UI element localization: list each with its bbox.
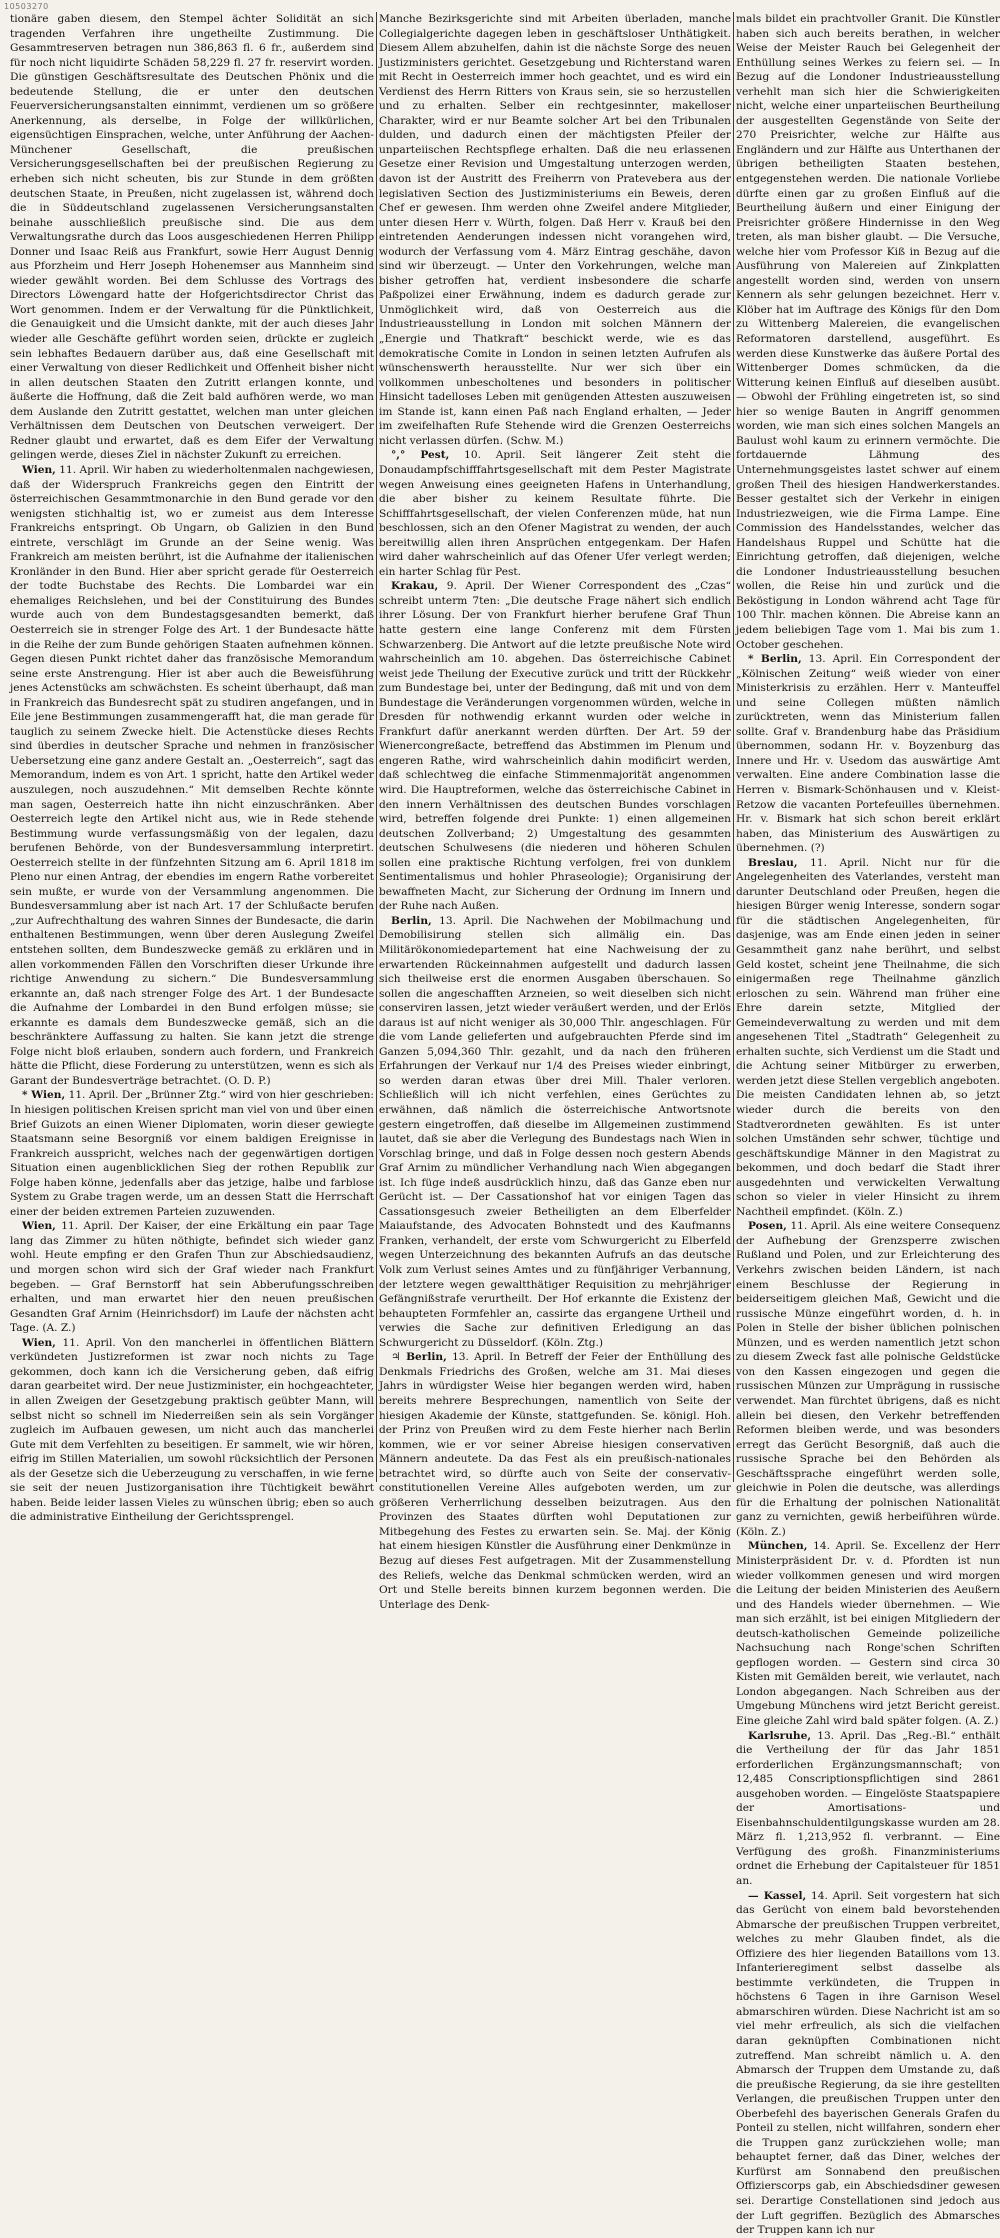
dateline-place: Wien, bbox=[22, 1220, 56, 1233]
dateline-place: Berlin, bbox=[391, 914, 432, 927]
article-text: 14. April. Se. Excellenz der Herr Ministerpräsident Dr. v. d. Pfordten ist nun wieder vollkommen genesen und wird morgen die Leitung der beiden Ministerien des Aeußern und des Handels wieder übernehmen. — Wie man sich erzählt, ist bei einigen Mitgliedern der deutsch-katholischen Gemeinde polizeiliche Nachsuchung nach Ronge'schen Schriften gepflogen worden. — Gestern sind circa 30 Kisten mit Gemälden bereit, wie verlautet, nach London abgegangen. Nach Schreiben aus der Umgebung Münchens wird jetzt Bericht gereist. Eine gleiche Zahl wird bald später folgen. bbox=[736, 1540, 1000, 1727]
column-2 bbox=[379, 12, 731, 1611]
article-paragraph bbox=[10, 12, 374, 463]
dateline-place: Wien, bbox=[22, 1336, 56, 1349]
dateline-place: °,° Pest, bbox=[391, 449, 450, 462]
article-text: 11. April. Als eine weitere Consequenz der Aufhebung der Grenzsperre zwischen Rußland und Polen, und zur Erleichterung des Verkehrs zwischen beiden Ländern, ist nach einem Beschlusse der Regierung in beiderseitigem gleichen Maß, Gewicht und die russische Münze eingeführt worden, d. h. in Polen in Stelle der bisher üblichen polnischen Münzen, und es werden namentlich jetzt schon zu diesem Zweck fast alle polnische Geldstücke von den Kassen eingezogen und gegen die russischen Münzen zur Umprägung in russische verwendet. Man fürchtet übrigens, daß es nicht allein bei diesen, den Verkehr betreffenden Reformen bleiben werde, und was besonders erregt das Gerücht Besorgniß, daß auch die russische Sprache bei den Behörden als Geschäftssprache eingeführt werden solle, gleichwie in Polen die deutsche, was allerdings für die Erhaltung der polnischen Nationalität ganz zu vernichten, gewiß herbeiführen würde. bbox=[736, 1220, 1000, 1524]
article-paragraph bbox=[379, 1350, 731, 1612]
article-source: (?) bbox=[810, 842, 825, 855]
dateline-place: München, bbox=[748, 1540, 808, 1553]
dateline-place: — Kassel, bbox=[748, 1889, 807, 1902]
article-paragraph bbox=[736, 1219, 1000, 1539]
article-paragraph bbox=[379, 12, 731, 448]
article-source: (Schw. M.) bbox=[506, 434, 564, 447]
dateline-place: * Berlin, bbox=[748, 653, 802, 666]
dateline-place: Breslau, bbox=[748, 856, 798, 869]
article-paragraph bbox=[10, 1336, 374, 1525]
text-columns bbox=[10, 12, 1000, 2237]
article-text: tionäre gaben diesem, den Stempel ächter Solidität an sich tragenden Verfahren ihre ungetheilte Zustimmung. Die Gesammtreserven betragen nun 386,863 fl. 6 fr., außerdem sind für noch nicht liquidirte Schäden 58,229 fl. 27 fr. reservirt worden. Die günstigen Geschäftsresultate des Deutschen Phönix und die bedeutende Stellung, die er unter den deutschen Feuerversicherungsanstalten einnimmt, verdienen um so größere Anerkennung, als derselbe, in Folge der willkürlichen, eigensüchtigen Einsprachen, welche, unter Anführung der Aachen-Münchener Gesellschaft, die preußischen Versicherungsgesellschaften bei der preußischen Regierung zu erheben sich nicht scheuten, bis zur Stunde in dem größten deutschen Staate, in Preußen, nicht zugelassen ist, während doch die in Süddeutschland zugelassenen Versicherungsanstalten beinahe ausschließlich preußische sind. Die aus dem Verwaltungsrathe durch das Loos ausgeschiedenen Herren Philipp Donner und Isaac Reiß aus Frankfurt, sowie Herr August Dennig aus Pforzheim und Herr Joseph Hohenemser aus Mannheim sind wieder gewählt worden. Bei dem Schlusse des Vortrags des Directors Löwengard hatte der Hofgerichtsdirector Christ das Wort genommen. Indem er der Verwaltung für die Pünktlichkeit, die Genauigkeit und die Umsicht dankte, mit der auch dieses Jahr wieder alle Geschäfte geführt worden seien, drückte er zugleich sein lebhaftes Bedauern darüber aus, daß eine Gesellschaft mit einer Verwaltung von dieser Redlichkeit und Offenheit bisher nicht in allen deutschen Staaten den Zutritt erlangen konnte, und äußerte die Hoffnung, daß die Zeit bald aufhören werde, wo man dem Auslande den Zutritt gestattet, welchen man unter gleichen Verhältnissen dem Deutschen von Deutschen verweigert. Der Redner glaubt und erwartet, daß es dem Eifer der Verwaltung gelingen werde, dieses Ziel in nächster Zukunft zu erreichen. bbox=[10, 13, 374, 462]
article-text: 11. April. Von den mancherlei in öffentlichen Blättern verkündeten Justizreformen ist zwar noch nichts zu Tage gekommen, doch kann ich die Versicherung geben, daß eifrig daran gearbeitet wird. Der neue Justizminister, ein hochgeachteter, in allen Zweigen der Gesetzgebung praktisch geübter Mann, will selbst nicht so schnell im Niederreißen sein als sein Vorgänger zugleich im Aufbauen gewesen, um nicht auch das mancherlei Gute mit dem Verfehlten zu beseitigen. Er sammelt, wie wir hören, eifrig im Stillen Materialien, um sowohl rücksichtlich der Personen als der Gesetze sich die Ueberzeugung zu verschaffen, in wie ferne sie seit der neuen Justizorganisation ihre Tüchtigkeit bewährt haben. Beide leider lassen Vieles zu wünschen übrig; eben so auch die administrative Eintheilung der Gerichtssprengel. bbox=[10, 1336, 374, 1524]
article-source: (O. D. P.) bbox=[224, 1074, 271, 1087]
article-paragraph bbox=[736, 856, 1000, 1220]
column-1 bbox=[10, 12, 375, 1524]
article-text: 9. April. Der Wiener Correspondent des „Czas“ schreibt unterm 7ten: „Die deutsche Frage nähert sich endlich ihrer Lösung. Der von Frankfurt hierher berufene Graf Thun hatte gestern eine lange Conferenz mit dem Fürsten Schwarzenberg. Die Antwort auf die letzte preußische Note wird wahrscheinlich am 10. abgehen. Das österreichische Cabinet weist jede Theilung der Executive zurück und tritt der Rückkehr zum Bundestage bei, unter der Bedingung, daß mit und von dem Bundestage die Veränderungen vorgenommen würden, welche in Dresden für nothwendig erkannt wurden oder welche in Frankfurt dafür anerkannt werden dürften. Der Art. 59 der Wienercongreßacte, betreffend das Abstimmen im Plenum und engeren Rathe, wird wahrscheinlich dahin modificirt werden, daß schlechtweg die einfache Stimmenmajorität angenommen wird. Die Hauptreformen, welche das österreichische Cabinet in den innern Verhältnissen des deutschen Bundes vorschlagen wird, betreffen folgende drei Punkte: 1) einen allgemeinen deutschen Zollverband; 2) Umgestaltung des gesammten deutschen Schulwesens (die niederen und höheren Schulen sollen eine praktische Richtung verfolgen, frei von dunklem Sentimentalismus und hohler Phraseologie); Organisirung der bewaffneten Macht, zur Sicherung der Ordnung im Innern und der Ruhe nach Außen. bbox=[379, 580, 731, 913]
article-paragraph bbox=[379, 914, 731, 1350]
article-source: (A. Z.) bbox=[965, 1714, 999, 1727]
article-paragraph bbox=[379, 448, 731, 579]
article-text: 13. April. Das „Reg.-Bl.“ enthält die Vertheilung der für das Jahr 1851 erforderlichen Ergänzungsmannschaft; von 12,485 Conscriptionspflichtigen sind 2861 ausgehoben worden. — Eingelöste Staatspapiere der Amortisations- und Eisenbahnschuldentilgungskasse wurden am 28. März fl. 1,213,952 fl. verbrannt. — Eine Verfügung des großh. Finanzministeriums ordnet die Erhebung der Capitalsteuer für 1851 an. bbox=[736, 1729, 1000, 1887]
article-text: 14. April. Seit vorgestern hat sich das Gerücht von einem bald bevorstehenden Abmarsche der preußischen Truppen verbreitet, welches zu mehr Glauben findet, als die Offiziere des hier liegenden Bataillons vom 13. Infanterieregiment selbst dasselbe als bestimmte verkündeten, die Truppen in höchstens 6 Tagen in ihre Garnison Wesel abmarschiren würden. Diese Nachricht ist am so viel mehr erfreulich, als sich die vielfachen daran geknüpften Combinationen nicht zutreffend. Man schreibt nämlich u. A. den Abmarsch der Truppen dem Umstande zu, daß die preußische Regierung, da sie ihre gestellten Verlangen, die preußischen Truppen unter den Oberbefehl des bayerischen Generals Grafen du Ponteil zu stellen, nicht willfahren, sondern eher die Truppen ganz zurückziehen wolle; man behauptet ferner, daß das Diner, welches der Kurfürst am Sonnabend den preußischen Offizierscorps gab, ein Abschiedsdiner gewesen sei. Derartige Constellationen sind jedoch aus der Luft gegriffen. Bezüglich des Abmarsches der Truppen kann ich nur bbox=[736, 1889, 1000, 2237]
article-text: 13. April. Ein Correspondent der „Kölnischen Zeitung“ weiß wieder von einer Ministerkrisis zu erzählen. Herr v. Manteuffel und seine Collegen müßten nämlich zurücktreten, wenn das Ministerium fallen sollte. Graf v. Brandenburg habe das Präsidium übernommen, sodann Hr. v. Boyzenburg das Innere und Hr. v. Usedom das auswärtige Amt verwalten. Eine andere Combination lasse die Herren v. Bismark-Schönhausen und v. Kleist-Retzow die vacanten Portefeuilles übernehmen. Hr. v. Bismark hat sich schon bereit erklärt haben, das Ministerium des Auswärtigen zu übernehmen. bbox=[736, 653, 1000, 855]
article-paragraph bbox=[736, 1889, 1000, 2238]
dateline-place: Krakau, bbox=[391, 580, 439, 593]
article-paragraph bbox=[379, 579, 731, 914]
article-paragraph bbox=[736, 1729, 1000, 1889]
article-paragraph bbox=[10, 1219, 374, 1335]
article-source: (A. Z.) bbox=[42, 1322, 76, 1335]
page-id: 10503270 bbox=[4, 2, 49, 11]
article-source: (Köln. Z.) bbox=[852, 1205, 903, 1218]
article-text: Manche Bezirksgerichte sind mit Arbeiten überladen, manche Collegialgerichte dagegen leben in geschäftsloser Unthätigkeit. Diesem Allem abzuhelfen, dahin ist die nächste Sorge des neuen Justizministers gerichtet. Gesetzgebung und Richterstand waren mit Recht in Oesterreich immer hoch geachtet, und es wird ein Verdienst des Herrn Ritters von Kraus sein, sie so herzustellen und zu erhalten. Selber ein rechtgesinnter, makelloser Charakter, wird er nur Beamte solcher Art bei den Tribunalen dulden, und dadurch einen der mächtigsten Pfeiler der unparteiischen Rechtspflege erhalten. Daß die neu erlassenen Gesetze einer Revision und Umgestaltung unterzogen werden, davon ist der Austritt des Freiherrn von Pratevebera aus der legislativen Section des Justizministeriums ein Beweis, deren Chef er gewesen. Ihm werden ohne Zweifel andere Mitglieder, unter diesen Herr v. Würth, folgen. Daß Herr v. Krauß bei den eintretenden Aenderungen indessen nicht vorangehen wird, wodurch der Verfassung vom 4. März Eintrag geschähe, davon sind wir überzeugt. — Unter den Vorkehrungen, welche man bisher getroffen hat, verdient insbesondere die scharfe Paßpolizei einer Erwähnung, indem es dadurch gerade zur Unmöglichkeit wird, daß von Oesterreich aus die Industrieausstellung in London mit solchen Männern der „Energie und Thatkraft“ beschickt werde, wie es das demokratische Comite in London in seinen letzten Aufrufen als wünschenswerth herausstellte. Nur wer sich über ein vollkommen unbescholtenes und besonders in politischer Hinsicht tadelloses Leben mit genügenden Attesten auszuweisen im Stande ist, kann einen Paß nach England erhalten, — Jeder im zweifelhaften Rufe Stehende wird die Grenzen Oesterreichs nicht verlassen dürfen. bbox=[379, 13, 731, 447]
article-paragraph bbox=[736, 652, 1000, 856]
article-text: 11. April. Der „Brünner Ztg.“ wird von hier geschrieben: In hiesigen politischen Kreisen spricht man viel von und über einen Brief Guizots an einen Wiener Diplomaten, worin dieser gewiegte Staatsmann seine Besorgniß vor einem baldigen Ereignisse in Frankreich ausspricht, welches nach der gegenwärtigen dortigen Situation einen augenblicklichen Sieg der rothen Republik zur Folge haben könne, jedenfalls aber das jetzige, halbe und farblose System zu Grabe tragen werde, um an dessen Statt die Herrschaft einer der beiden extremen Parteien zuzuwenden. bbox=[10, 1089, 374, 1218]
dateline-place: Karlsruhe, bbox=[748, 1729, 812, 1742]
article-paragraph bbox=[736, 1539, 1000, 1728]
article-text: 10. April. Seit längerer Zeit steht die Donaudampfschifffahrtsgesellschaft mit dem Pester Magistrate wegen Anweisung eines geeigneten Hafens in Unterhandlung, die aber bisher zu keinem Resultate führte. Die Schifffahrtsgesellschaft, der vielen Conferenzen müde, hat nun beschlossen, sich an den Ofener Magistrat zu wenden, der auch bereitwillig allen ihren Ansprüchen entgegenkam. Der Hafen wird daher wahrscheinlich auf das Ofener Ufer verlegt werden; ein harter Schlag für Pest. bbox=[379, 449, 731, 578]
article-source: (Köln. Z.) bbox=[736, 1525, 786, 1538]
article-text: 13. April. Die Nachwehen der Mobilmachung und Demobilisirung stellen sich allmälig ein. Das Militärökonomiedepartement hat eine Nachweisung der zu erwartenden Rückeinnahmen aufgestellt und dadurch lassen sich theilweise erst die enormen Ausgaben überschauen. So sollen die angeschafften Arzneien, so weit dieselben sich nicht conserviren lassen, jetzt wieder veräußert werden, und der Erlös daraus ist auf nicht weniger als 30,000 Thlr. angeschlagen. Für die vom Lande gelieferten und aufgebrauchten Pferde sind im Ganzen 5,094,360 Thlr. gezahlt, und da nach den früheren Erfahrungen der Verkauf nur 1/4 des Preises wieder einbringt, so werden daran etwas über drei Mill. Thaler verloren. Schließlich will ich nicht verfehlen, eines Gerüchtes zu erwähnen, daß nämlich die österreichische Antwortsnote gestern eingetroffen, daß dieselbe im Allgemeinen zustimmend lautet, daß sie aber die Verlegung des Bundestags nach Wien in Vorschlag bringe, und daß in Folge dessen noch gestern Abends Graf Arnim zu mündlicher Verhandlung nach Wien abgegangen ist. Ich füge indeß ausdrücklich hinzu, daß das Ganze eben nur Gerücht ist. — Der Cassationshof hat vor einigen Tagen das Cassationsgesuch zweier Betheiligten an dem Elberfelder Maiaufstande, des Advocaten Bohnstedt und des Kaufmanns Franken, verhandelt, der erste vom Schwurgericht zu Elberfeld wegen Unterzeichnung des bekannten Aufrufs an das deutsche Volk zum Verlust seines Amtes und zu fünfjähriger Verbannung, der letztere wegen gewaltthätiger Requisition zu mehrjähriger Gefängnißstrafe verurtheilt. Der Hof erkannte die Existenz der behaupteten Formfehler an, cassirte das ergangene Urtheil und verwies die Sache zur definitiven Erledigung an das Schwurgericht zu Düsseldorf. bbox=[379, 914, 731, 1349]
article-text: 11. April. Nicht nur für die Angelegenheiten des Vaterlandes, versteht man darunter Deutschland oder Preußen, hegen die hiesigen Bürger wenig Interesse, sondern sogar für die städtischen Angelegenheiten, für dasjenige, was am Ende einen jeden in seiner Gesammtheit ganz nahe berührt, und selbst Geld kostet, scheint jene Theilnahme, die sich einigermaßen rege Theilnahme gänzlich erloschen zu sein. Während man früher eine Ehre darein setzte, Mitglied der Gemeindeverwaltung zu werden und mit dem angesehenen Titel „Stadtrath“ Gelegenheit zu erhalten suchte, sich Verdienst um die Stadt und die Achtung seiner Mitbürger zu erwerben, werden jetzt diese Stellen vergeblich angeboten. Die meisten Candidaten lehnen ab, so jetzt wieder durch die bereits von den Stadtverordneten gewählten. Es ist unter solchen Umständen sehr schwer, tüchtige und geschäftskundige Männer in den Magistrat zu bekommen, und doch bedarf die Stadt ihrer ausgedehnten und verwickelten Verwaltung schon so vieler in vieler Hinsicht zu ihrem Nachtheil empfindet. bbox=[736, 856, 1000, 1218]
article-paragraph bbox=[736, 12, 1000, 652]
dateline-place: ♃ Berlin, bbox=[391, 1351, 447, 1364]
article-paragraph bbox=[10, 463, 374, 1089]
dateline-place: * Wien, bbox=[22, 1089, 66, 1102]
article-source: (Köln. Ztg.) bbox=[541, 1336, 603, 1349]
column-3 bbox=[736, 12, 1000, 2237]
article-text: 11. April. Wir haben zu wiederholtenmalen nachgewiesen, daß der Widerspruch Frankreichs gegen den Eintritt der österreichischen Gesammtmonarchie in den Bund gerade vor den wenigsten stichhaltig ist, wo er zumeist aus dem Interesse Frankreichs entspringt. Ob Ungarn, ob Galizien in den Bund eintrete, verschlägt im Grunde an der Seine wenig. Was Frankreich am meisten berührt, ist die Aufnahme der italienischen Kronländer in den Bund. Hier aber spricht gerade für Oesterreich der todte Buchstabe des Rechts. Die Lombardei war ein ehemaliges Reichslehen, und bei der Constituirung des Bundes wurde auch von dem Bundestagsgesandten bemerkt, daß Oesterreich sie in strenger Folge des Art. 1 der Bundesacte hätte in die Reihe der zum Bunde gehörigen Staaten aufnehmen können. Gegen diesen Punkt richtet daher das französische Memorandum seine erste Anstrengung. Hier ist aber auch die Beweisführung jenes Actenstücks am schwächsten. Es scheint überhaupt, daß man in Frankreich das Bundesrecht spät zu studiren angefangen, und in Eile jene Bestimmungen zusammengerafft hat, die man gerade für tauglich zu seinem Zwecke hielt. Die Actenstücke dieses Rechts sind überdies in deutscher Sprache und nehmen in französischer Uebersetzung eine ganz andere Gestalt an. „Oesterreich“, sagt das Memorandum, indem es von Art. 1 spricht, hatte den Artikel weder auszulegen, noch auszudehnen.“ Mit demselben Rechte könnte man sagen, Oesterreich hatte ihn nicht einzuschränken. Aber Oesterreich legte den Artikel nicht aus, wie in Rede stehende Bestimmung wurde verfassungsmäßig von der legalen, dazu berufenen Behörde, von der Bundesversammlung interpretirt. Oesterreich stellte in der fünfzehnten Sitzung am 6. April 1818 im Pleno nur einen Antrag, der ebendies im engern Rathe vorbereitet sein mußte, er wurde von der Versammlung angenommen. Die Bundesversammlung aber ist nach Art. 17 der Schlußacte berufen „zur Aufrechthaltung des wahren Sinnes der Bundesacte, die darin enthaltenen Bestimmungen, wenn über deren Auslegung Zweifel entstehen sollten, dem Bundeszwecke gemäß zu erklären und in allen vorkommenden Fällen den Vorschriften dieser Urkunde ihre richtige Anwendung zu sichern.“ Die Bundesversammlung erkannte an, daß nach strenger Folge des Art. 1 der Bundesacte die Aufnahme der Lombardei in den Bund erfolgen müsse; sie erkannte es damals dem Bundeszwecke gemäß, sich an die beschränktere Auffassung zu halten. Sie kann jetzt die strenge Folge nicht bloß erlauben, sondern auch fordern, und Frankreich hätte die Pflicht, diese Forderung zu unterstützen, wenn es sich als Garant der Bundesverträge betrachtet. bbox=[10, 463, 375, 1087]
article-text: mals bildet ein prachtvoller Granit. Die Künstler haben sich auch bereits berathen, in welcher Weise der Meister Rauch bei Gelegenheit der Enthüllung seines Werkes zu feiern sei. — In Bezug auf die Londoner Industrieausstellung verhehlt man sich hier die Schwierigkeiten nicht, welche einer unparteiischen Beurtheilung der ausgestellten Gegenstände von Seite der 270 Preisrichter, welche zur Hälfte aus Engländern und zur Hälfte aus Unterthanen der übrigen betheiligten Staaten bestehen, entgegenstehen werden. Die nationale Vorliebe dürfte einen gar zu großen Einfluß auf die Beurtheilung äußern und einer Einigung der Preisrichter größere Hindernisse in den Weg treten, als man bisher glaubt. — Die Versuche, welche hier vom Professor Kiß in Bezug auf die Ausführung von Malereien auf Zinkplatten angestellt worden sind, werden von unsern Kennern als sehr gelungen bezeichnet. Herr v. Klöber hat im Auftrage des Königs für den Dom zu Wittenberg Malereien, die evangelischen Reformatoren darstellend, ausgeführt. Es werden diese Kunstwerke das äußere Portal des Wittenberger Domes schmücken, da die Witterung keinen Einfluß auf dieselben ausübt. — Obwohl der Frühling eingetreten ist, so sind hier so wenige Bauten in Angriff genommen worden, wie man sich eines solchen Mangels an Baulust wohl kaum zu erinnern vermöchte. Die fortdauernde Lähmung des Unternehmungsgeistes lastet schwer auf einem großen Theil des hiesigen Handwerkerstandes. Besser gestaltet sich der Verkehr in einigen Industriezweigen, wie die Firma Lampe. Eine Commission des Handelsstandes, welcher das Handelshaus Ruppel und Schütte hat die Einrichtung getroffen, daß diejenigen, welche die Londoner Industrieausstellung besuchen wollen, die Reise hin und zurück und die Beköstigung in London während acht Tage für 100 Thlr. machen können. Die Abreise kann an jedem beliebigen Tage vom 1. Mai bis zum 1. October geschehen. bbox=[736, 13, 1000, 651]
article-text: 13. April. In Betreff der Feier der Enthüllung des Denkmals Friedrichs des Großen, welche am 31. Mai dieses Jahrs in würdigster Weise hier begangen werden wird, haben bereits mehrere Besprechungen, namentlich von Seite der hiesigen Akademie der Künste, stattgefunden. Se. königl. Hoh. der Prinz von Preußen wird zu dem Feste hierher nach Berlin kommen, wie er vor seiner Abreise hiesigen conservativen Männern andeutete. Da das Fest als ein preußisch-nationales betrachtet wird, so dürfte auch von Seite der conservativ-constitutionellen Vereine Alles aufgeboten werden, um zur größeren Verherrlichung desselben beizutragen. Aus den Provinzen des Staates dürften wohl Deputationen zur Mitbegehung des Festes zu erwarten sein. Se. Maj. der König hat einem hiesigen Künstler die Ausführung einer Denkmünze in Bezug auf dieses Fest aufgetragen. Mit der Zusammenstellung des Reliefs, welche das Denkmal schmücken werden, wird an Ort und Stelle bereits binnen kurzem begonnen werden. Die Unterlage des Denk- bbox=[379, 1351, 731, 1611]
dateline-place: Posen, bbox=[748, 1220, 787, 1233]
article-text: 11. April. Der Kaiser, der eine Erkältung ein paar Tage lang das Zimmer zu hüten nöthigte, befindet sich wieder ganz wohl. Heute empfing er den Grafen Thun zur Abschiedsaudienz, und morgen schon wird sich der Graf wieder nach Frankfurt begeben. — Graf Bernstorff hat sein Abberufungsschreiben erhalten, und man erwartet hier den neuen preußischen Gesandten Graf Arnim (Heinrichsdorf) im Laufe der nächsten acht Tage. bbox=[10, 1220, 374, 1335]
article-paragraph bbox=[10, 1088, 374, 1219]
dateline-place: Wien, bbox=[22, 463, 56, 476]
